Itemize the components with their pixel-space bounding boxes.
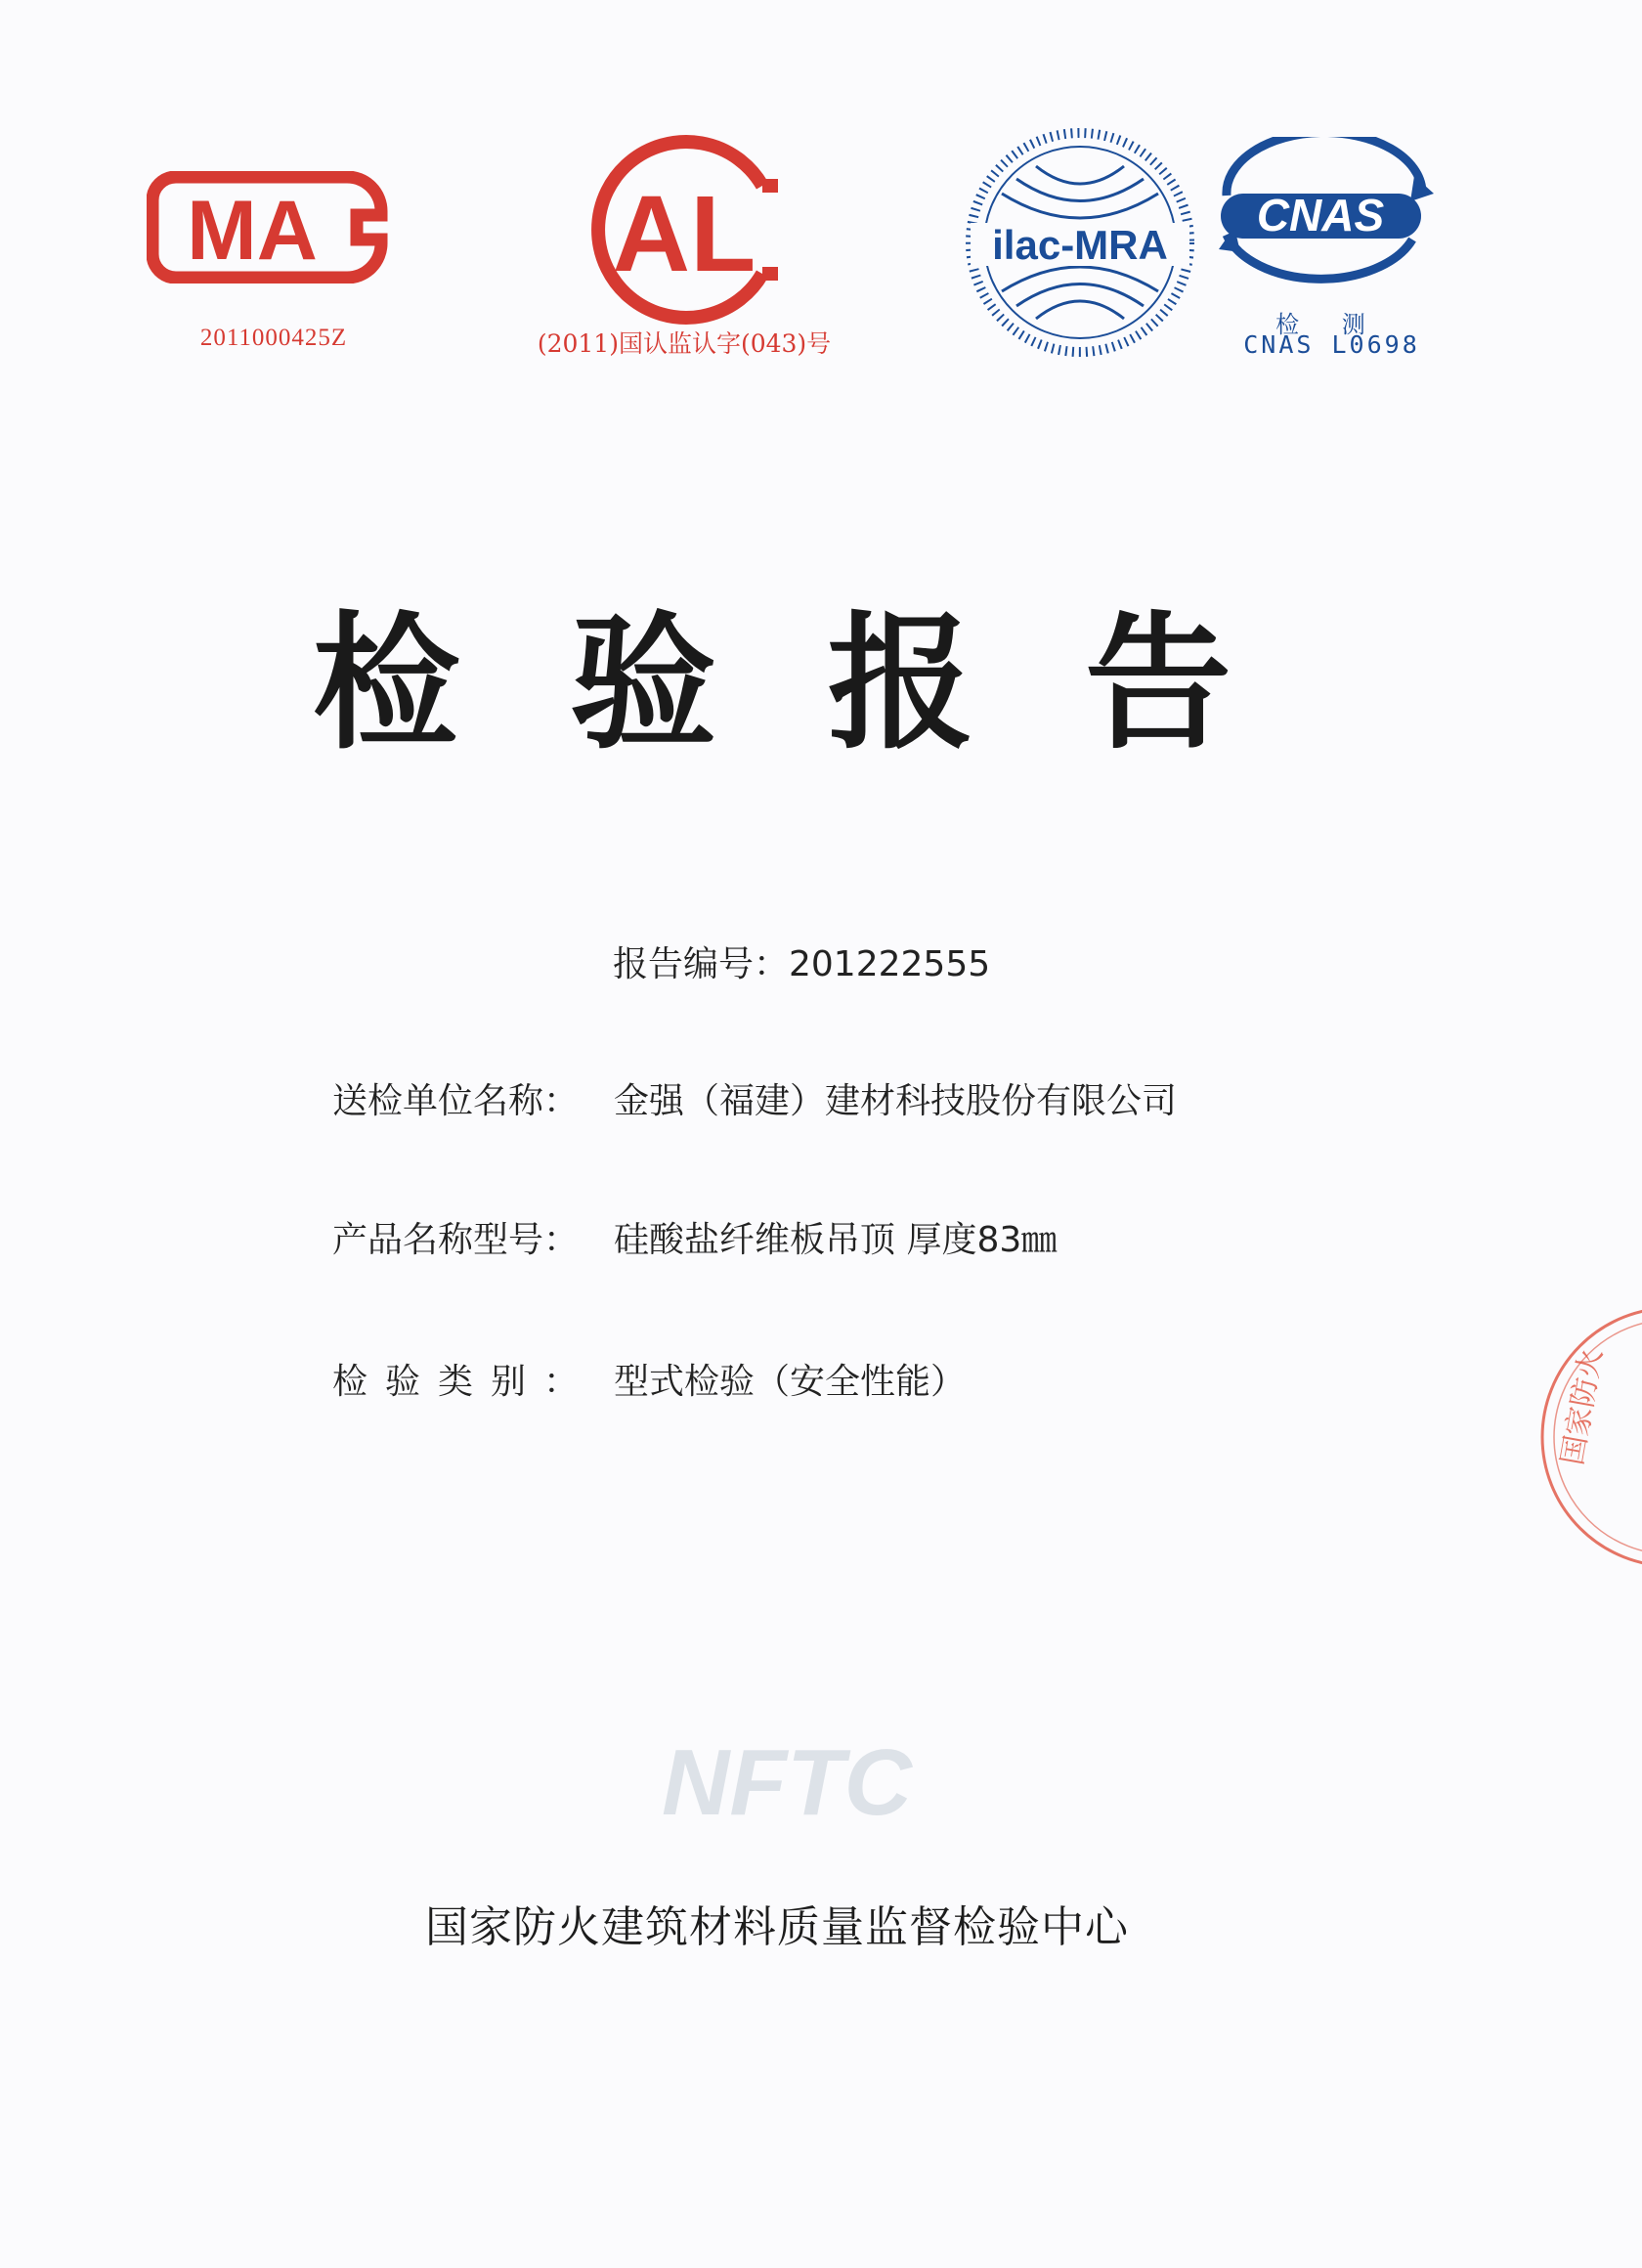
svg-text:NFTC: NFTC [662, 1730, 912, 1835]
svg-text:CNAS: CNAS [1256, 190, 1385, 240]
svg-text:AL: AL [612, 174, 756, 294]
applicant-label: 送检单位名称： [332, 1081, 580, 1121]
cma-registration-number: 2011000425Z [199, 325, 348, 351]
official-seal [1525, 1300, 1642, 1574]
nftc-watermark [621, 1728, 953, 1836]
cal-logo [577, 132, 792, 327]
title-char: 告 [1084, 599, 1232, 769]
cma-logo [147, 171, 401, 284]
svg-text:MA: MA [187, 184, 318, 278]
report-number: 报告编号：201222555 [613, 944, 991, 984]
issuing-organization: 国家防火建筑材料质量监督检验中心 [425, 1902, 1129, 1952]
test-type-label: 检验类别： [332, 1362, 597, 1402]
ilac-mra-logo [963, 125, 1197, 360]
product-label: 产品名称型号： [332, 1220, 580, 1260]
test-type-value: 型式检验（安全性能） [614, 1362, 967, 1402]
title-char: 检 [313, 599, 460, 769]
svg-text:ilac-MRA: ilac-MRA [992, 222, 1168, 268]
cnas-logo [1207, 137, 1437, 313]
cal-approval-number: (2011)国认监认字(043)号 [537, 329, 832, 358]
cnas-subtitle: 检 测 [1275, 311, 1383, 338]
product-value: 硅酸盐纤维板吊顶 厚度83㎜ [614, 1220, 1058, 1260]
svg-text:国家防火: 国家防火 [1555, 1346, 1610, 1468]
title-char: 验 [570, 599, 717, 769]
report-title [313, 599, 1232, 769]
title-char: 报 [827, 599, 974, 769]
cnas-accreditation-code: CNAS L0698 [1243, 330, 1420, 359]
applicant-value: 金强（福建）建材科技股份有限公司 [614, 1081, 1178, 1121]
